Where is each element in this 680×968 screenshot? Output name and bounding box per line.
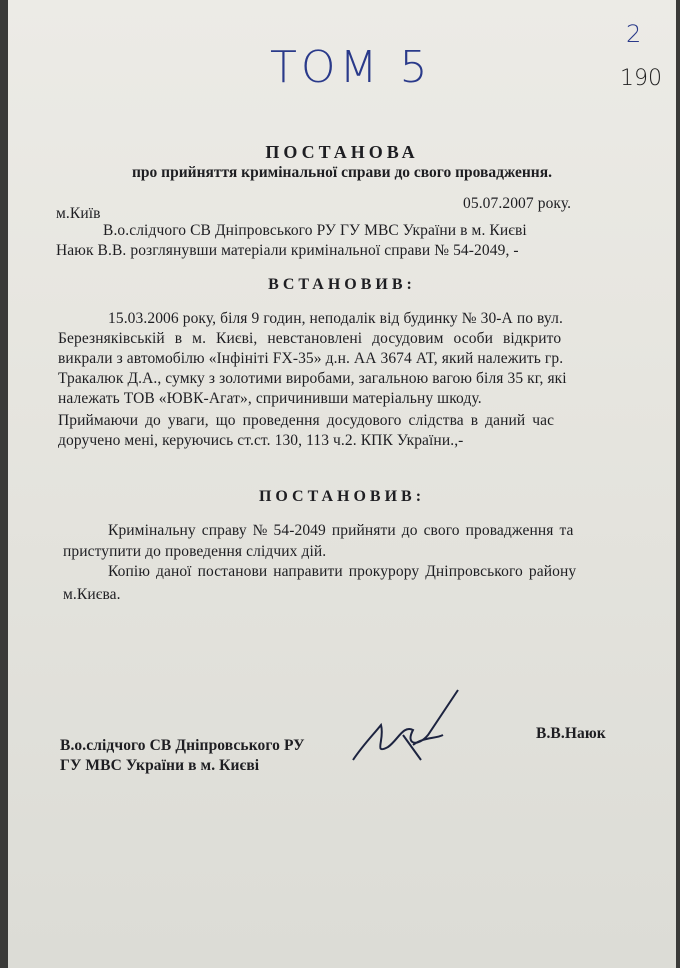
- established-heading: ВСТАНОВИВ:: [268, 276, 416, 293]
- established-line: Приймаючи до уваги, що проведення досудового слідства в даний час: [58, 412, 555, 429]
- established-line: Березняківській в м. Києві, невстановлені досудовим особи відкрито: [58, 330, 562, 347]
- established-line: Тракалюк Д.А., сумку з золотими виробами, загальною вагою біля 35 кг, які: [58, 370, 567, 387]
- resolved-line: м.Києва.: [63, 586, 121, 603]
- handwritten-signature: [343, 685, 473, 775]
- resolved-line: Кримінальну справу № 54-2049 прийняти до свого провадження та: [108, 522, 574, 539]
- handwritten-page-number: 190: [620, 66, 662, 91]
- city: м.Київ: [56, 205, 101, 222]
- established-line: викрали з автомобілю «Інфініті FX-35» д.н. АА 3674 АТ, який належить гр.: [58, 350, 564, 367]
- established-line: належать ТОВ «ЮВК-Агат», спричинивши матеріальну шкоду.: [58, 390, 482, 407]
- resolved-line: Копію даної постанови направити прокурору Дніпровського району: [108, 563, 577, 580]
- document-date: 05.07.2007 року.: [463, 195, 572, 212]
- document-subtitle: про прийняття кримінальної справи до свого провадження.: [131, 164, 552, 181]
- signature-position: В.о.слідчого СВ Дніпровського РУ: [60, 737, 305, 754]
- intro-line: В.о.слідчого СВ Дніпровського РУ ГУ МВС України в м. Києві: [103, 222, 527, 239]
- resolved-line: приступити до проведення слідчих дій.: [63, 543, 327, 560]
- established-line: доручено мені, керуючись ст.ст. 130, 113 ч.2. КПК України.,-: [58, 432, 464, 449]
- document-page: [8, 0, 676, 968]
- resolved-heading: ПОСТАНОВИВ:: [258, 488, 426, 505]
- handwritten-volume: ТОМ 5: [270, 42, 432, 93]
- established-line: 15.03.2006 року, біля 9 годин, неподалік від будинку № 30-А по вул.: [108, 310, 563, 327]
- signature-position: ГУ МВС України в м. Києві: [60, 757, 260, 774]
- handwritten-mark: 2: [626, 20, 642, 48]
- intro-line: Наюк В.В. розглянувши матеріали кримінальної справи № 54-2049, -: [56, 242, 519, 259]
- signature-name: В.В.Наюк: [536, 725, 606, 742]
- document-title: ПОСТАНОВА: [265, 142, 419, 162]
